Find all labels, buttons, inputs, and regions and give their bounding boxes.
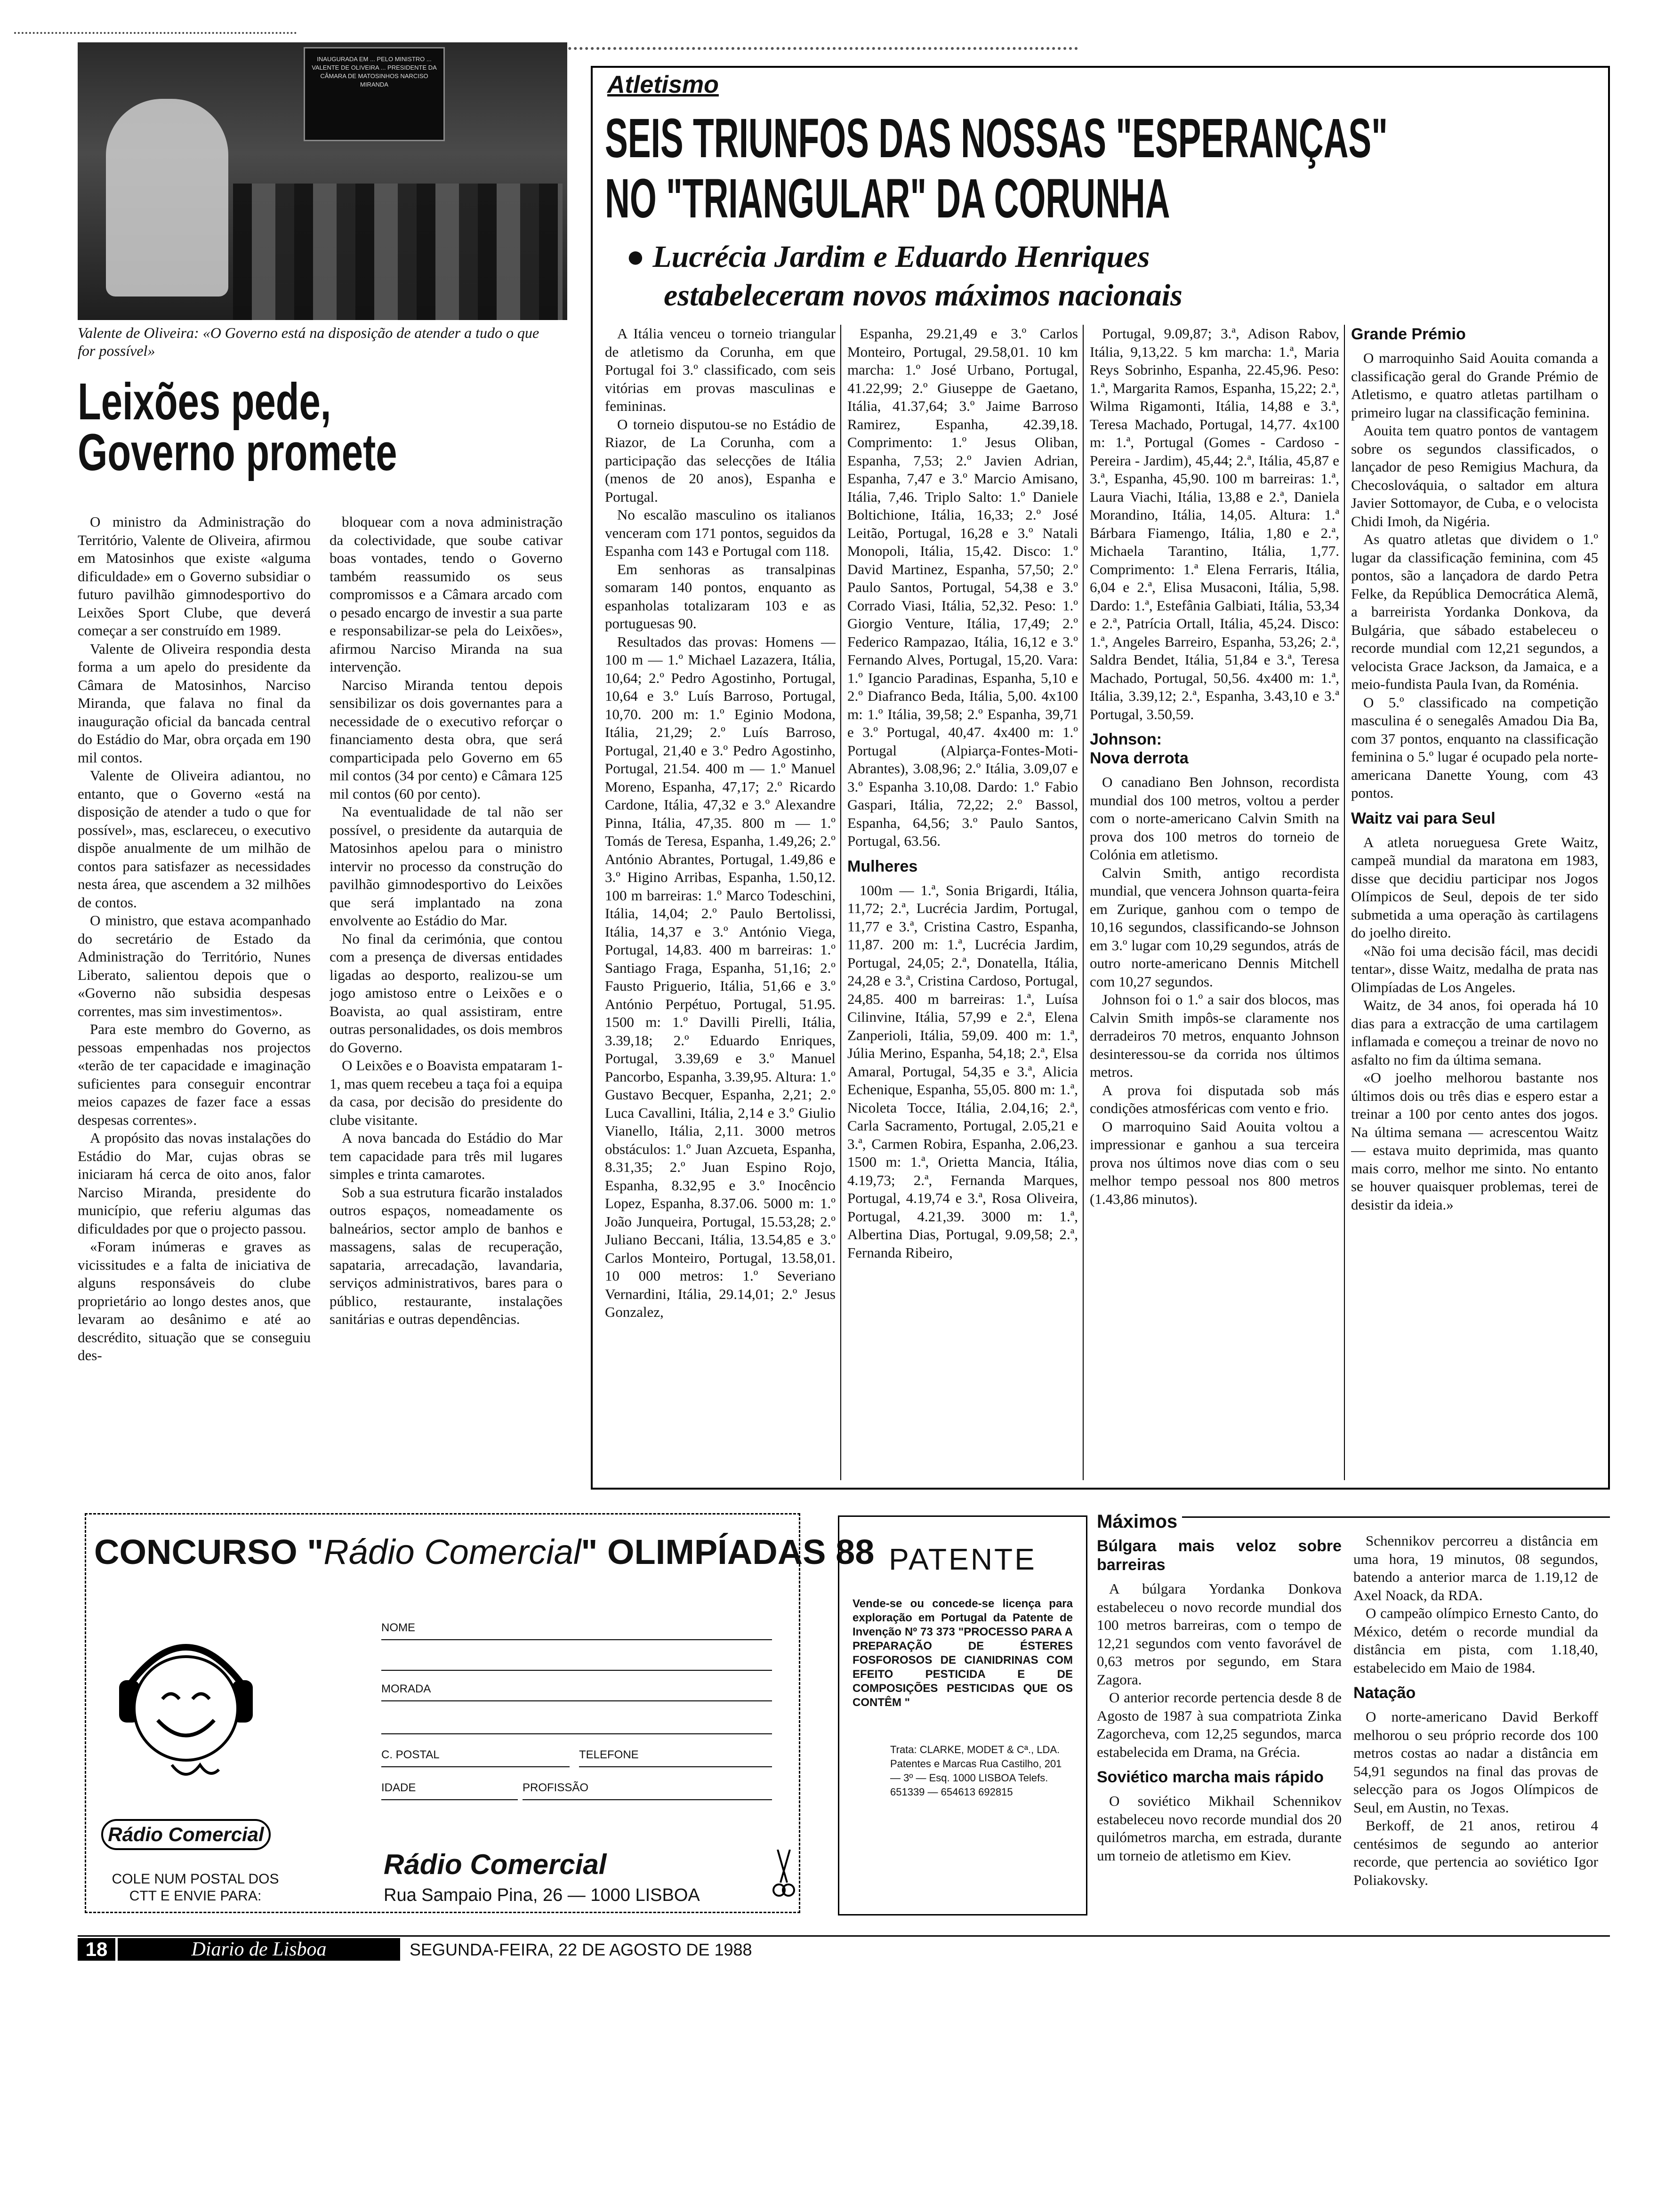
article-body: [847, 325, 1078, 850]
address-field-label: MORADA: [381, 1683, 431, 1695]
johnson-subhead-line-2: Nova derrota: [1090, 749, 1189, 767]
paragraph: O torneio disputou-se no Estádio de Riazor, de La Corunha, com a participação das selecções de Itália (menos de 20 anos), Espanha e Portugal.: [605, 416, 836, 505]
col-divider: [840, 325, 841, 1480]
name-field-line2[interactable]: [381, 1652, 772, 1671]
radio-comercial-logo: Rádio Comercial: [101, 1819, 271, 1850]
athletics-headline: [605, 108, 1593, 229]
maximos-col1: [1097, 1537, 1342, 1927]
article-body: [1090, 325, 1339, 723]
article-body: [1351, 349, 1598, 802]
paragraph: Em senhoras as transalpinas somaram 140 pontos, enquanto as espanholas totalizaram 103 e as portuguesas 90.: [605, 561, 836, 632]
athletics-col4: [1351, 325, 1598, 1480]
contest-instruction: COLE NUM POSTAL DOS CTT E ENVIE PARA:: [112, 1871, 279, 1904]
patent-contact: Trata: CLARKE, MODET & Cª., LDA. Patentes e Marcas Rua Castilho, 201 — 3º — Esq. 1000 LISBOA Telefs. 651339 — 654613 692815: [890, 1744, 1062, 1798]
footer-rule: [78, 1935, 1610, 1937]
paragraph: O marroquino Said Aouita voltou a impressionar e ganhou a sua terceira prova nos últimos nove dias com o seu melhor tempo pessoal nos 800 metros (1.43,86 minutos).: [1090, 1118, 1339, 1207]
masthead: Diario de Lisboa: [118, 1938, 400, 1961]
photo-plaque-text: INAUGURADA EM ... PELO MINISTRO ... VALENTE DE OLIVEIRA ... PRESIDENTE DA CÂMARA DE MATOSINHOS NARCISO MIRANDA: [312, 56, 437, 88]
athletics-col1: [605, 325, 836, 1480]
paragraph: O anterior recorde pertencia desde 8 de Agosto de 1987 à sua compatriota Zinka Zagorcheva, com 12,25 segundos, marca estabelecida em Drama, na Grécia.: [1097, 1689, 1342, 1760]
maximos-section-label: Máximos: [1097, 1511, 1182, 1532]
col-divider: [1344, 325, 1345, 1480]
article-body: [330, 513, 563, 1329]
paragraph: Sob a sua estrutura ficarão instalados outros espaços, nomeadamente os balneários, sector amplo de banhos e massagens, salas de recuperação, sapataria, arrecadação, lavandaria, serviços administrativos, bares para o público, restaurante, instalações sanitárias e outras dependências.: [330, 1184, 563, 1327]
postal-code-field[interactable]: [381, 1748, 570, 1767]
left-article-col2: [330, 513, 563, 1492]
contest-brand: Rádio Comercial: [384, 1849, 607, 1880]
athletics-subhead-line-2: estabeleceram novos máximos nacionais: [664, 278, 1182, 313]
photo-figure: [106, 99, 228, 297]
contest-title-part1: CONCURSO ": [94, 1532, 324, 1571]
paragraph: Johnson foi o 1.º a sair dos blocos, mas Calvin Smith impôs-se claramente nos derradeiros 70 metros, enquanto Johnson desinteressou-se da corrida nos últimos metros.: [1090, 991, 1339, 1080]
contest-address: Rua Sampaio Pina, 26 — 1000 LISBOA: [384, 1885, 700, 1905]
paragraph: Aouita tem quatro pontos de vantagem sobre os segundos classificados, o lançador de peso Remigius Machura, da Checoslováquia, o saltador em altura Javier Sottomayor, de Cuba, e o velocista Chidi Imoh, da Nigéria.: [1351, 422, 1598, 529]
paragraph: As quatro atletas que dividem o 1.º lugar da classificação feminina, com 45 pontos, são a lançadora de dardo Petra Felke, da República Democrática Alemã, a barreirista Yordanka Donkova, da Bulgária, que sábado estabeleceu o recorde mundial com 12,21 segundos, a velocista Grace Jackson, da Jamaica, e a meio-fundista Paula Ivan, da Roménia.: [1351, 531, 1598, 692]
article-body: [605, 325, 836, 1322]
athletics-col2: [847, 325, 1078, 1480]
paragraph: A nova bancada do Estádio do Mar tem capacidade para três mil lugares simples e trinta camarotes.: [330, 1130, 563, 1182]
profession-label: PROFISSÃO: [523, 1781, 589, 1794]
top-dots: [14, 32, 297, 34]
paragraph: No escalão masculino os italianos venceram com 171 pontos, seguidos da Espanha com 143 e Portugal com 118.: [605, 506, 836, 559]
paragraph: O norte-americano David Berkoff melhorou o seu próprio recorde dos 100 metros costas ao nadar a distância em 54,91 segundos na final das provas de selecção para os Jogos Olímpicos de Seul, em Austin, no Texas.: [1353, 1708, 1598, 1816]
athletics-section-label: Atletismo: [607, 71, 719, 98]
entry-form: [381, 1610, 772, 1807]
maximos-head-1: Búlgara mais veloz sobre barreiras: [1097, 1537, 1342, 1574]
patent-ad: [838, 1515, 1087, 1915]
paragraph: A prova foi disputada sob más condições atmosféricas com vento e frio.: [1090, 1082, 1339, 1116]
paragraph: O ministro da Administração do Território, Valente de Oliveira, afirmou em Matosinhos que existe «alguma dificuldade» em o Governo subsidiar o futuro pavilhão gimnodesportivo do Leixões Sport Clube, que deverá começar a ser construído em 1989.: [78, 513, 311, 639]
issue-date: SEGUNDA-FEIRA, 22 DE AGOSTO DE 1988: [410, 1940, 752, 1959]
page-number: 18: [78, 1938, 115, 1961]
paragraph: «Não foi uma decisão fácil, mas decidi tentar», disse Waitz, medalha de prata nas Olimpíadas de Los Angeles.: [1351, 942, 1598, 995]
headline-line-2: Governo promete: [78, 424, 397, 481]
paragraph: «Foram inúmeras e graves as vicissitudes e a falta de iniciativa de alguns responsáveis do clube proprietário ao longo destes anos, que levaram ao desânimo e até ao descrédito, situação que se conseguiu des-: [78, 1238, 311, 1363]
name-field[interactable]: [381, 1621, 772, 1640]
headline-leixoes: [78, 373, 572, 481]
paragraph: O 5.º classificado na competição masculina é o senegalês Amadou Dia Ba, com 37 pontos, enquanto na classificação feminina o 5.º lugar é ocupado pela norte-americana Danette Young, com 43 pontos.: [1351, 694, 1598, 801]
article-body: [1097, 1792, 1342, 1865]
maximos-head-2: Soviético marcha mais rápido: [1097, 1768, 1324, 1786]
athletics-col3: [1090, 325, 1339, 1480]
paragraph: Valente de Oliveira respondia desta forma a um apelo do presidente da Câmara de Matosinhos, Narciso Miranda, que falava no final da inauguração oficial da bancada central do Estádio do Mar, obra orçada em 190 mil contos.: [78, 640, 311, 766]
phone-label: TELEFONE: [579, 1748, 639, 1761]
contest-title: [94, 1532, 875, 1572]
athletics-subhead-line-1: ● Lucrécia Jardim e Eduardo Henriques: [626, 240, 1150, 274]
athletics-headline-line-1: SEIS TRIUNFOS DAS NOSSAS "ESPERANÇAS": [605, 107, 1388, 169]
paragraph: Resultados das provas: Homens — 100 m — 1.º Michael Lazazera, Itália, 10,64; 2.º Pedro Agostinho, Portugal, 10,64 e 3.º Luís Barroso, Portugal, 10,70. 200 m: 1.º Eginio Modona, Itália, 21,29; 2.º Luís Barroso, Portugal, 21,40 e 3.º Pedro Agostinho, Portugal, 21.54. 400 m — 1.º Manuel Moreno, Espanha, 47,17; 2.º Ricardo Cardone, Itália, 47,32 e 3.º Alexandre Pinna, Itália, 47,35. 800 m — 1.º Tomás de Teresa, Espanha, 1.49,26; 2.º António Abrantes, Portugal, 1.49,86 e 3.º Higino Arribas, Espanha, 1.50,12. 100 m barreiras: 1.º Marco Todeschini, Itália, 14,04; 2.º Paulo Bertolissi, Itália, 14,37 e 3.º António Viega, Portugal, 14,83. 400 m barreiras: 1.º Santiago Fraga, Espanha, 51,16; 2.º Fausto Priguerio, Itália, 51,66 e 3.º António Perpétuo, Portugal, 51.95. 1500 m: 1.º Davilli Pirelli, Itália, 3.39,18; 2.º Eduardo Enriques, Portugal, 3.39,69 e 3.º Manuel Pancorbo, Espanha, 3.39,95. Altura: 1.º Gustavo Becquer, Espanha, 2,21; 2.º Luca Cavallini, Itália, 2,14 e 3.º Giulio Vianello, Itália, 2,11. 3000 metros obstáculos: 1.º Juan Azcueta, Espanha, 8.31,35; 2.º Juan Espino Rojo, Espanha, 8.32,95 e 3.º Inocêncio Lopez, Espanha, 8.37.06. 5000 m: 1.º João Junqueira, Portugal, 15.53,28; 2.º Juliano Beccani, Itália, 13.54,85 e 3.º Carlos Monteiro, Portugal, 13.58,01. 10 000 metros: 1.º Severiano Vernardini, Itália, 29.14,01; 2.º Jesus Gonzalez,: [605, 633, 836, 1320]
paragraph: O marroquinho Said Aouita comanda a classificação geral do Grande Prémio de Atletismo, e quatro atletas partilham o primeiro lugar na classificação feminina.: [1351, 350, 1598, 421]
article-body: [1097, 1580, 1342, 1761]
maximos-col2: [1353, 1532, 1598, 1927]
patent-body: Vende-se ou concede-se licença para exploração em Portugal da Patente de Invenção Nº 73 373 "PROCESSO PARA A PREPARAÇÃO DE ÉSTERES FOSFOROSOS DE CIANIDRINAS COM EFEITO PESTICIDA E DE COMPOSIÇÕES PESTICIDAS QUE OS CONTÊM ": [853, 1597, 1073, 1709]
waitz-subhead: Waitz vai para Seul: [1351, 809, 1496, 827]
article-body: [1353, 1708, 1598, 1889]
paragraph: O soviético Mikhail Schennikov estabeleceu novo recorde mundial dos 20 quilómetros marcha, em estrada, durante um torneio de atletismo em Kiev.: [1097, 1793, 1342, 1864]
postal-code-label: C. POSTAL: [381, 1748, 440, 1761]
paragraph: Waitz, de 34 anos, foi operada há 10 dias para a extracção de uma cartilagem inflamada e começou a treinar de novo no asfalto no fim da última semana.: [1351, 997, 1598, 1068]
article-body: [1353, 1532, 1598, 1677]
women-subhead: Mulheres: [847, 857, 918, 875]
paragraph: Espanha, 29.21,49 e 3.º Carlos Monteiro, Portugal, 29.58,01. 10 km marcha: 1.º José Urbano, Portugal, 41.22,99; 2.º Giuseppe de Gaetano, Itália, 41.37,64; 3.º Jaime Barroso Ramirez, Espanha, 42.39,18. Comprimento: 1.º Jesus Oliban, Espanha, 7,53; 2.º Javien Adrian, Espanha, 7,47 e 3.º Marcio Amisano, Itália, 7,46. Triplo Salto: 1.º Daniele Boltichione, Itália, 16,33; 2.º José Leitão, Portugal, 16,28 e 3.º Natali Monopoli, Itália, 15,42. Disco: 1.º David Martinez, Espanha, 57,50; 2.º Paulo Santos, Portugal, 54,38 e 3.º Corrado Viasi, Itália, 52,32. Peso: 1.º Giorgio Venture, Itália, 17,49; 2.º Federico Rampazao, Itália, 16,12 e 3.º Fernando Alves, Portugal, 15,20. Vara: 1.º Igancio Paradinas, Espanha, 5,10 e 2.º Diafranco Beda, Itália, 5,00. 4x100 m: 1.º Itália, 39,58; 2.º Espanha, 39,71 e 3.º Portugal, 40,47. 4x400 m: 1.º Portugal (Alpiarça-Fontes-Moti-Abrantes), 3.08,96; 2.º Itália, 3.09,07 e 3.º Espanha 3.10,08. Dardo: 1.º Fabio Gaspari, Itália, 72,22; 2.º Bassol, Espanha, 64,56; 3.º Paulo Santos, Portugal, 63.56.: [847, 325, 1078, 849]
paragraph: Na eventualidade de tal não ser possível, o presidente da autarquia de Matosinhos apelou para o ministro intervir no processo da construção do pavilhão gimnodesportivo do Leixões que será implantado na zona envolvente ao Estádio do Mar.: [330, 803, 563, 929]
headline-line-1: Leixões pede,: [78, 373, 331, 431]
paragraph: Para este membro do Governo, as pessoas empenhadas nos projectos «terão de ter capacidade e imaginação suficientes para conseguir encontrar meios capazes de fazer face a essas despesas correntes».: [78, 1021, 311, 1128]
contest-title-part3: " OLIMPÍADAS 88: [581, 1532, 875, 1571]
news-photo: [78, 42, 567, 320]
johnson-subhead: [1090, 730, 1339, 768]
paragraph: O ministro, que estava acompanhado do secretário de Estado da Administração do Território, Nunes Liberato, salientou depois que o «Governo não subsidia despesas correntes, mas sim investimentos».: [78, 912, 311, 1019]
col-divider: [1083, 325, 1084, 1480]
article-body: [1351, 834, 1598, 1214]
address-field-line2[interactable]: [381, 1715, 772, 1734]
paragraph: No final da cerimónia, que contou com a presença de diversas entidades ligadas ao desporto, realizou-se um jogo amistoso entre o Leixões e o Boavista, ao qual assistiram, entre outras personalidades, os dois membros do Governo.: [330, 930, 563, 1056]
photo-plaque: [304, 47, 445, 141]
paragraph: bloquear com a nova administração da colectividade, que soube cativar boas vontades, tendo o Governo também reassumido os seus compromissos e a Câmara arcado com o pesado encargo de investir a sua parte e responsabilizar-se pela do Leixões», afirmou Narciso Miranda na sua intervenção.: [330, 513, 563, 675]
smiley-mascot-icon: [111, 1614, 261, 1831]
name-field-label: NOME: [381, 1621, 415, 1634]
johnson-subhead-line-1: Johnson:: [1090, 730, 1162, 748]
scissors-icon: [772, 1850, 796, 1901]
age-label: IDADE: [381, 1781, 416, 1794]
paragraph: O canadiano Ben Johnson, recordista mundial dos 100 metros, voltou a perder com o norte-americano Calvin Smith na prova dos 100 metros do torneio de Colónia em atletismo.: [1090, 774, 1339, 863]
paragraph: Valente de Oliveira adiantou, no entanto, que o Governo «está na disposição de atender a tudo o que for possível», mas, esclareceu, o executivo dispõe anualmente de um milhão de contos para satisfazer as necessidades nesta área, que ascendem a 32 milhões de contos.: [78, 767, 311, 911]
age-field[interactable]: [381, 1781, 518, 1800]
photo-caption: Valente de Oliveira: «O Governo está na disposição de atender a tudo o que for possível»: [78, 324, 539, 359]
paragraph: Calvin Smith, antigo recordista mundial, que vencera Johnson quarta-feira em Zurique, ganhou com o tempo de 10,16 segundos, classificando-se Johnson em 3.º lugar com 10,29 segundos, atrás de outro norte-americano Dennis Mitchell com 10,27 segundos.: [1090, 864, 1339, 990]
article-body: [78, 513, 311, 1365]
paragraph: Narciso Miranda tentou depois sensibilizar os dois governantes para a necessidade de o executivo reforçar o financiamento desta obra, que será comparticipada pelo Governo em 65 mil contos (34 por cento) e Câmara 125 mil contos (60 por cento).: [330, 676, 563, 802]
patent-title: PATENTE: [889, 1542, 1037, 1576]
paragraph: A búlgara Yordanka Donkova estabeleceu o novo recorde mundial dos 100 metros barreiras, com o tempo de 12,21 segundos com vento favorável de 0,63 metros por segundo, em Stara Zagora.: [1097, 1580, 1342, 1688]
profession-field[interactable]: [523, 1781, 772, 1800]
article-body: [847, 882, 1078, 1262]
left-article-col1: [78, 513, 311, 1492]
paragraph: Berkoff, de 21 anos, retirou 4 centésimos de segundo ao anterior recorde, que pertencia ao soviético Igor Poliakovsky.: [1353, 1817, 1598, 1888]
article-body: [1090, 773, 1339, 1208]
contest-title-brand: Rádio Comercial: [323, 1532, 581, 1571]
grand-prix-subhead: Grande Prémio: [1351, 325, 1466, 343]
paragraph: Schennikov percorreu a distância em uma hora, 19 minutos, 08 segundos, batendo a anterior marca de 1.19,12 de Axel Noack, da RDA.: [1353, 1532, 1598, 1603]
athletics-subhead: [626, 238, 1591, 315]
paragraph: Portugal, 9.09,87; 3.ª, Adison Rabov, Itália, 9,13,22. 5 km marcha: 1.ª, Maria Reys Sobrinho, Espanha, 22.45,96. Peso: 1.ª, Margarita Ramos, Espanha, 15,22; 2.ª, Wilma Rigamonti, Itália, 14,88 e 3.ª, Teresa Machado, Portugal, 14,77. 4x100 m: 1.ª, Portugal (Gomes - Cardoso - Pereira - Jardim), 45,44; 2.ª, Itália, 45,87 e 3.ª, Espanha, 45,90. 100 m barreiras: 1.ª, Laura Viachi, Itália, 13,88 e 2.ª, Daniela Morandino, Itália, 14,05. Altura: 1.ª Bárbara Fiamengo, Itália, 1,80 e 2.ª, Michaela Tarantino, Itália, 1,77. Comprimento: 1.ª Elena Ferraris, Itália, 6,04 e 2.ª, Elisa Musaconi, Itália, 5,98. Dardo: 1.ª, Estefânia Galbiati, Itália, 53,34 e 2.ª, Patrícia Ortall, Itália, 45,24. Disco: 1.ª, Angeles Barreiro, Espanha, 53,26; 2.ª, Saldra Bendet, Itália, 51,84 e 3.ª, Teresa Machado, Portugal, 50,56. 4x400 m: 1.ª, Itália, 3.39,12; 2.ª, Espanha, 3.43,10 e 3.ª Portugal, 3.50,59.: [1090, 325, 1339, 722]
paragraph: A propósito das novas instalações do Estádio do Mar, cujas obras se iniciaram há cerca de oito anos, falor Narciso Miranda, presidente do município, que referiu algumas das dificuldades por que o projecto passou.: [78, 1130, 311, 1237]
maximos-head-3: Natação: [1353, 1684, 1416, 1702]
athletics-headline-line-2: NO "TRIANGULAR" DA CORUNHA: [605, 168, 1170, 230]
photo-crowd: [233, 184, 563, 320]
address-field[interactable]: [381, 1683, 772, 1701]
paragraph: O campeão olímpico Ernesto Canto, do México, detém o recorde mundial da distância em pista, com 1.18,40, estabelecido em Maio de 1984.: [1353, 1605, 1598, 1676]
top-dots-right: [490, 47, 1078, 50]
paragraph: A Itália venceu o torneio triangular de atletismo da Corunha, em que Portugal foi 3.º classificado, com seis vitórias em provas masculinas e femininas.: [605, 325, 836, 414]
phone-field[interactable]: [579, 1748, 772, 1767]
paragraph: 100m — 1.ª, Sonia Brigardi, Itália, 11,72; 2.ª, Lucrécia Jardim, Portugal, 11,77 e 3.ª, Cristina Castro, Espanha, 11,87. 200 m: 1.ª, Lucrécia Jardim, Portugal, 24,05; 2.ª, Donatella, Itália, 24,28 e 3.ª, Cristina Cardoso, Portugal, 24,85. 400 m barreiras: 1.ª, Luísa Cilinvine, Itália, 57,99 e 2.ª, Elena Zanperioli, Itália, 59,09. 400 m: 1.ª, Júlia Merino, Espanha, 54,18; 2.ª, Elsa Amaral, Portugal, 54,35 e 3.ª, Alicia Echenique, Espanha, 55,05. 800 m: 1.ª, Nicoleta Tocce, Itália, 2.04,16; 2.ª, Carla Sacramento, Portugal, 2.05,21 e 3.ª, Carmen Robira, Espanha, 2.06,23. 1500 m: 1.ª, Orietta Mancia, Itália, 4.19,73; 2.ª, Fernanda Marques, Portugal, 4.19,74 e 3.ª, Rosa Oliveira, Portugal, 4.21,39. 3000 m: 1.ª, Albertina Dias, Portugal, 9.09,58; 2.ª, Fernanda Ribeiro,: [847, 882, 1078, 1261]
paragraph: A atleta norueguesa Grete Waitz, campeã mundial da maratona em 1983, disse que decidiu participar nos Jogos Olímpicos de Seul, depois de ter sido submetida a uma operação às cartilagens do joelho direito.: [1351, 834, 1598, 941]
paragraph: O Leixões e o Boavista empataram 1-1, mas quem recebeu a taça foi a equipa da casa, por decisão do presidente do clube visitante.: [330, 1057, 563, 1128]
paragraph: «O joelho melhorou bastante nos últimos dois ou três dias e espero estar a treinar a 100 por cento antes dos jogos. Na última semana — acrescentou Waitz — estava muito deprimida, mas quanto mais corro, melhor me sinto. No entanto se houver quaisquer problemas, terei de desistir da ideia.»: [1351, 1069, 1598, 1213]
